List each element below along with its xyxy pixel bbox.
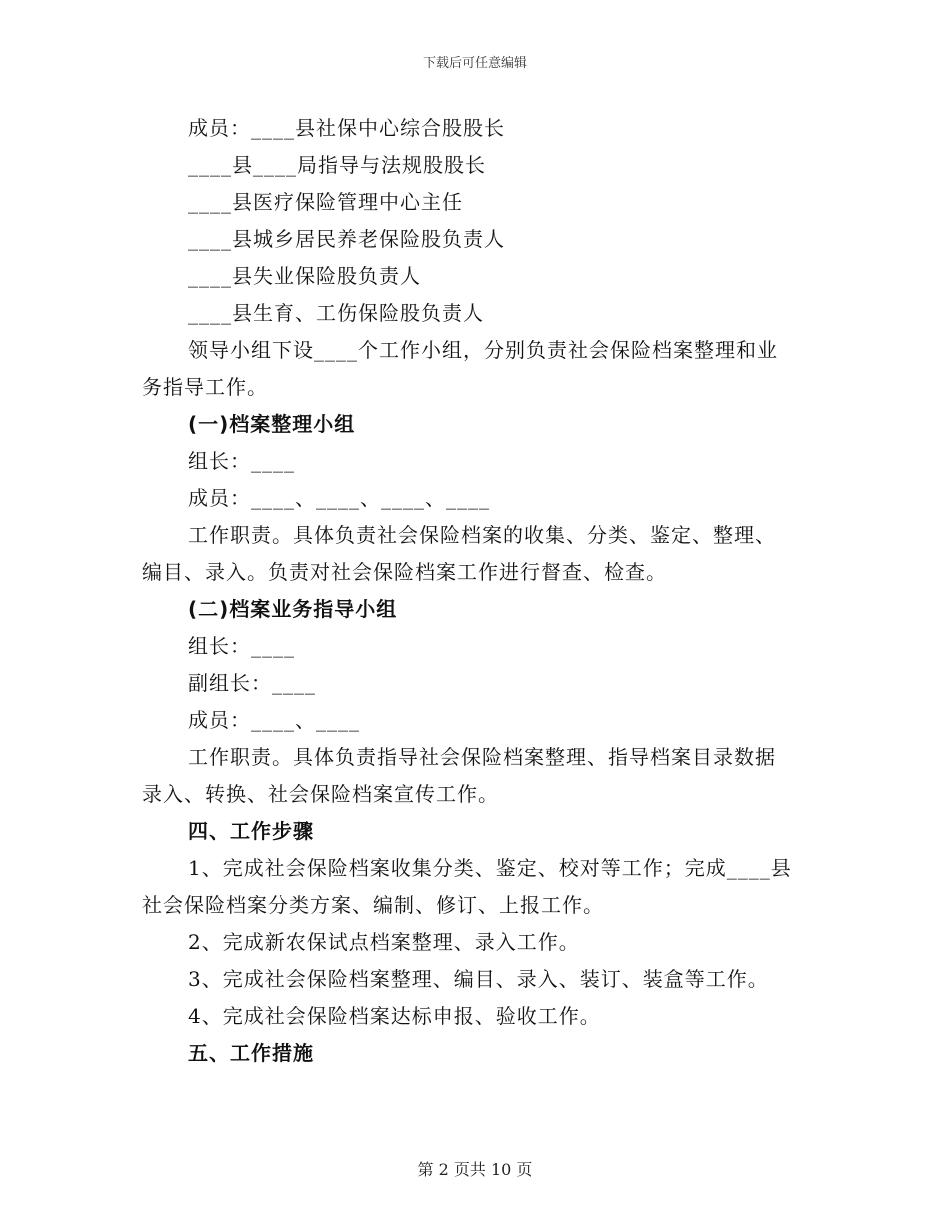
- text-line: 成员：____县社保中心综合股股长: [188, 116, 505, 140]
- text-line: 社会保险档案分类方案、编制、修订、上报工作。: [142, 893, 604, 917]
- page-footer: 第 2 页共 10 页: [417, 1160, 533, 1179]
- text-line: 务指导工作。: [142, 375, 268, 399]
- text-line: 编目、录入。负责对社会保险档案工作进行督查、检查。: [142, 560, 667, 584]
- text-line: 领导小组下设____个工作小组，分别负责社会保险档案整理和业: [188, 338, 778, 362]
- text-line: ____县城乡居民养老保险股负责人: [188, 227, 505, 251]
- text-line: ____县医疗保险管理中心主任: [188, 190, 463, 214]
- section-heading: (一)档案整理小组: [188, 412, 356, 436]
- text-line: 成员：____、____、____、____: [188, 486, 490, 510]
- page-header: 下载后可任意编辑: [422, 56, 527, 71]
- text-line: 组长：____: [188, 449, 295, 473]
- section-heading: (二)档案业务指导小组: [188, 597, 398, 621]
- text-line: 4、完成社会保险档案达标申报、验收工作。: [188, 1004, 601, 1028]
- text-line: 工作职责。具体负责指导社会保险档案整理、指导档案目录数据: [188, 745, 776, 769]
- text-line: 录入、转换、社会保险档案宣传工作。: [142, 782, 499, 806]
- text-line: 2、完成新农保试点档案整理、录入工作。: [188, 930, 580, 954]
- text-line: 1、完成社会保险档案收集分类、鉴定、校对等工作；完成____县: [188, 856, 792, 880]
- text-line: 工作职责。具体负责社会保险档案的收集、分类、鉴定、整理、: [188, 523, 776, 547]
- section-heading: 五、工作措施: [188, 1041, 314, 1065]
- text-line: 组长：____: [188, 634, 295, 658]
- text-line: ____县生育、工伤保险股负责人: [188, 301, 484, 325]
- text-line: 3、完成社会保险档案整理、编目、录入、装订、装盒等工作。: [188, 967, 769, 991]
- text-line: ____县失业保险股负责人: [188, 264, 421, 288]
- text-line: 成员：____、____: [188, 708, 360, 732]
- text-line: ____县____局指导与法规股股长: [188, 153, 486, 177]
- text-line: 副组长：____: [188, 671, 316, 695]
- section-heading: 四、工作步骤: [188, 819, 314, 843]
